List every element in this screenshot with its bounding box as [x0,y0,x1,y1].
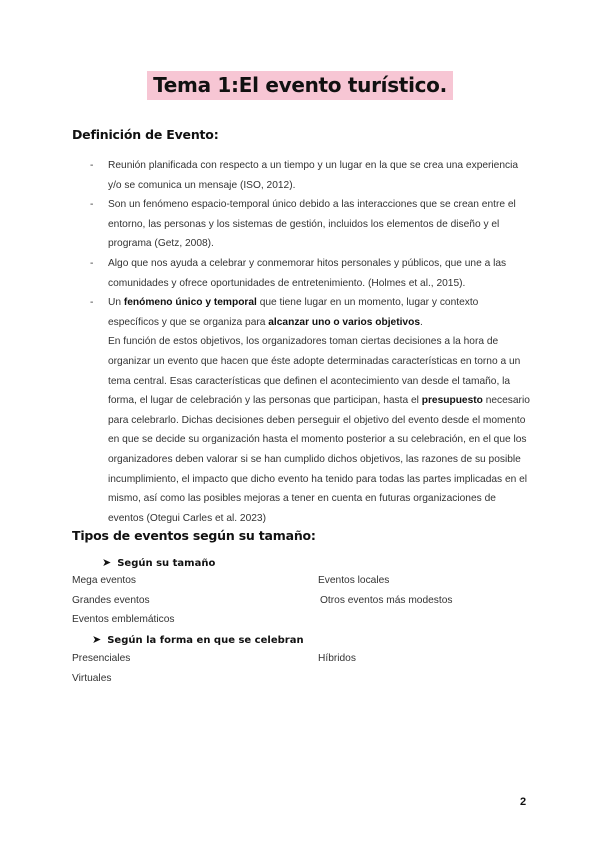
subheading-label: Según su tamaño [117,558,216,569]
explanation-paragraph [108,332,530,528]
list-item: Otros eventos más modestos [320,595,453,606]
title-container [0,71,600,100]
list-item: Presenciales [72,653,131,664]
list-item: Híbridos [318,653,356,664]
definition-heading: Definición de Evento: [72,127,219,142]
bold-text: alcanzar uno o varios objetivos [268,316,420,328]
list-item: Mega eventos [72,575,136,586]
bold-text: presupuesto [421,395,483,407]
page-number: 2 [520,796,527,808]
list-item: Eventos emblemáticos [72,614,175,625]
text-run: . [420,316,423,328]
list-item: - Son un fenómeno espacio-temporal único debido a las interacciones que se crean entre el entorno, las personas y los sistemas de gestión, incluidos los elementos de diseño y el programa (Getz, 2008). [90,195,530,254]
list-item: Virtuales [72,673,112,684]
text-run: Un [108,297,124,309]
subheading-form [92,633,304,646]
list-item: Grandes eventos [72,595,150,606]
list-item: - Reunión planificada con respecto a un tiempo y un lugar en la que se crea una experiencia y/o se comunica un mensaje (ISO, 2012). [90,156,530,195]
list-item [90,293,530,528]
list-item: - Algo que nos ayuda a celebrar y conmemorar hitos personales y públicos, que une a las comunidades y ofrece oportunidades de entretenimiento. (Holmes et al., 2015). [90,254,530,293]
text-run: que tiene lugar en un momento, lugar y contexto específicos y que se organiza para [108,297,479,328]
definition-list [90,156,530,528]
subheading-size [102,556,215,569]
subheading-label: Según la forma en que se celebran [107,635,304,646]
arrow-icon: ➤ [92,633,102,646]
bold-text: fenómeno único y temporal [123,297,257,309]
text-run: En función de estos objetivos, los organizadores toman ciertas decisiones a la hora de organizar un evento que hacen que éste adopte determinadas características en torno a un tema central. Esas características que definen el acontecimiento van desde el tamaño, la forma, el lugar de celebración y las personas que participan, hasta el [108,336,521,407]
types-heading: Tipos de eventos según su tamaño: [72,528,316,543]
page-title: Tema 1:El evento turístico. [147,71,453,100]
list-item: Eventos locales [318,575,390,586]
arrow-icon: ➤ [102,556,112,569]
text-run: necesario para celebrarlo. Dichas decisiones deben perseguir el objetivo del evento desde el momento en que se decide su organización hasta el momento posterior a su celebración, en el que los organizadores deben valorar si se han cumplido dichos objetivos, las razones de su posible incumplimiento, el impacto que dicho evento ha tenido para todas las partes implicadas en el mismo, así como las posibles mejoras a tener en cuenta en futuras organizaciones de eventos (Otegui Carles et al. 2023) [108,395,530,524]
